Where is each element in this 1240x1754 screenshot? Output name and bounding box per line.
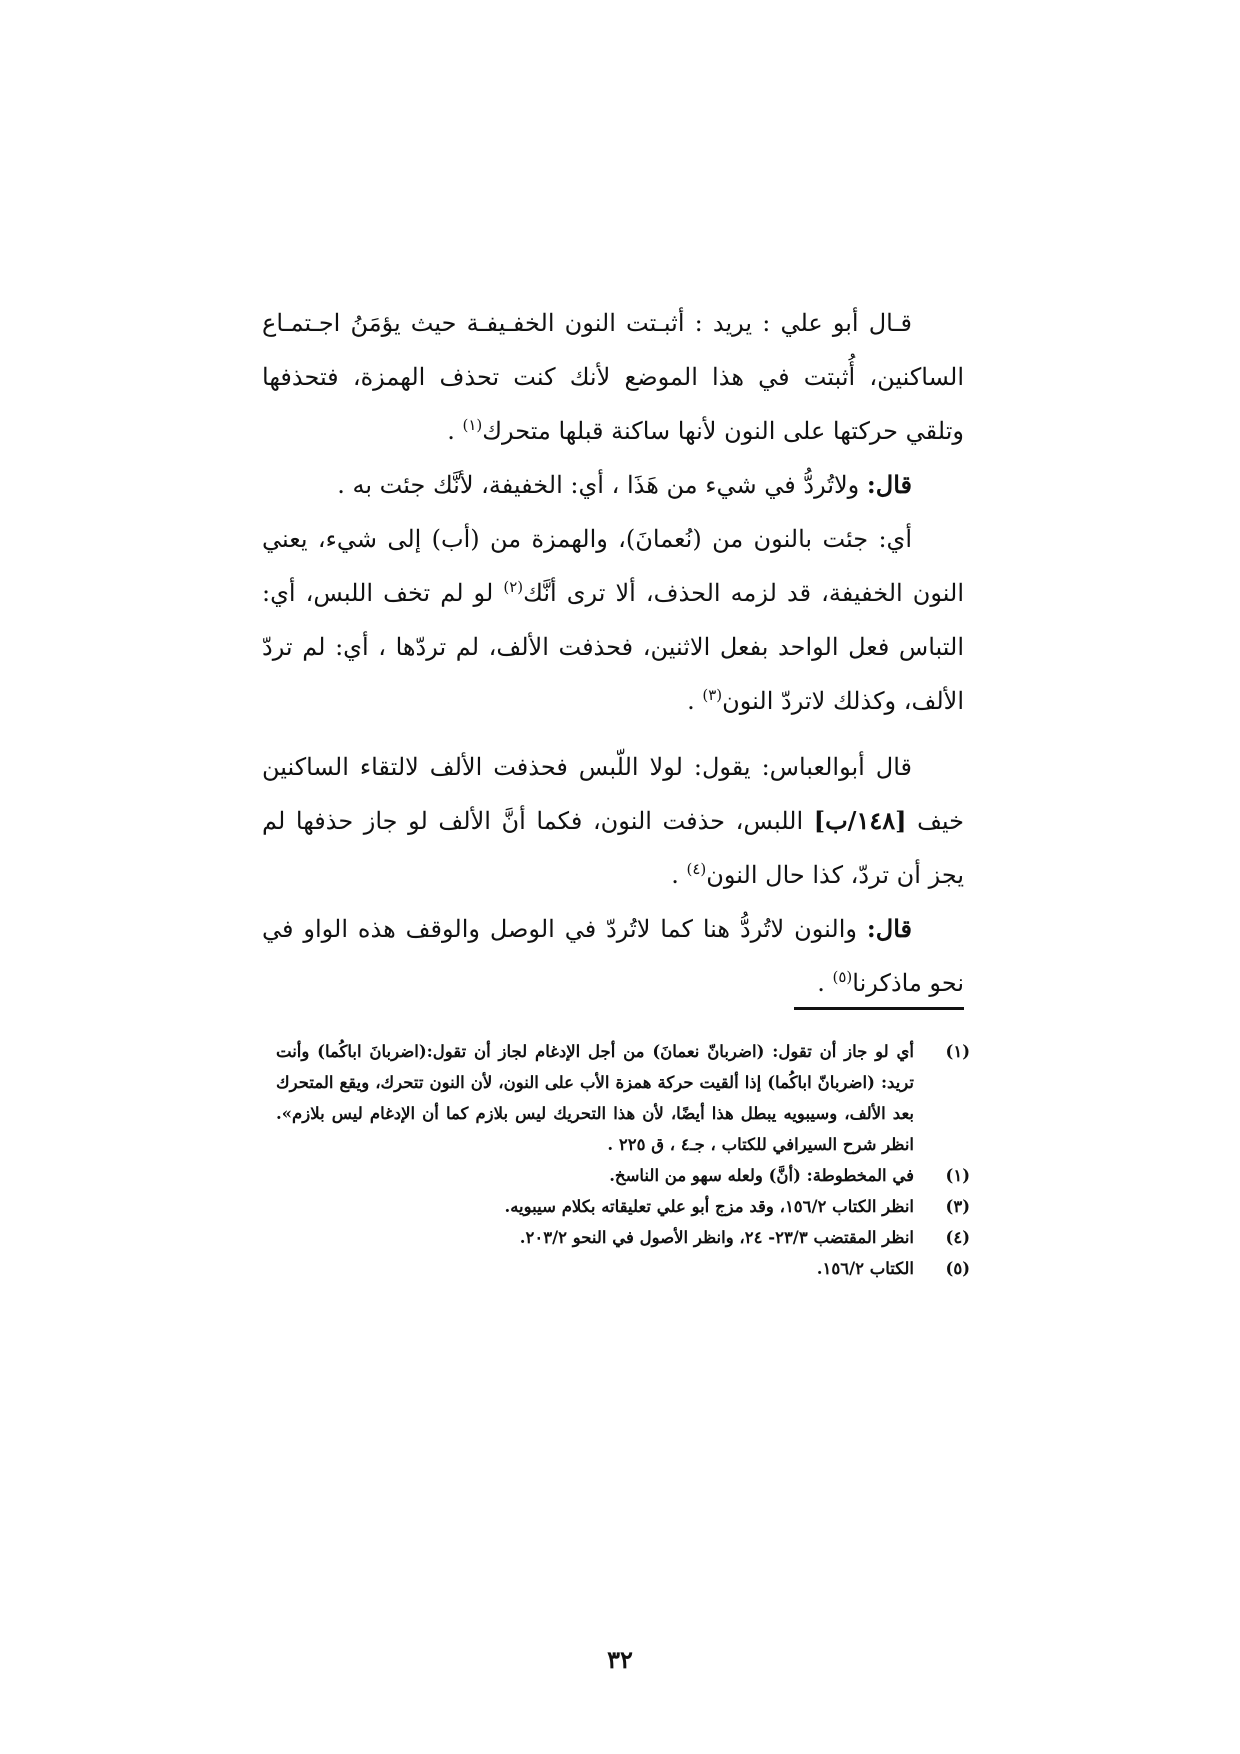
- footnote-ref-5[interactable]: (٥): [832, 968, 853, 986]
- main-text: [262, 296, 964, 1010]
- paragraph-text: .: [687, 687, 703, 715]
- paragraph-text: .: [817, 969, 833, 997]
- paragraph-text: والنون لاتُردُّ هنا كما لاتُردّ في الوصل والوقف هذه الواو في نحو ماذكرنا: [262, 915, 964, 997]
- footnote-item: [276, 1222, 970, 1253]
- footnote-number: (١): [945, 1042, 970, 1061]
- paragraph-5: [262, 902, 964, 1010]
- footnote-item: [276, 1036, 970, 1160]
- paragraph-4: [262, 740, 964, 902]
- paragraph-text: .: [447, 417, 463, 445]
- footnote-ref-3[interactable]: (٣): [702, 686, 723, 704]
- paragraph-text: قال أبوالعباس: يقول: لولا اللّبس فحذفت الألف لالتقاء الساكنين خيف: [262, 753, 964, 835]
- folio-marker: [١٤٨/ب]: [813, 806, 907, 835]
- footnote-text: أي لو جاز أن تقول: (اضربانّ نعمانَ) من أجل الإدغام لجاز أن تقول:(اضربانَ اباكُما) وأنت تريد: (اضربانّ اباكُما) إذا ألقيت حركة همزة الأب على النون، لأن النون تتحرك، ويقع المتحرك بعد الألف، وسيبويه يبطل هذا أيضًا، لأن هذا التحريك ليس بلازم كما أن الإدغام ليس بلازم». انظر شرح السيرافي للكتاب ، جـ٤ ، ق ٢٢٥ .: [276, 1042, 914, 1154]
- footnote-ref-2[interactable]: (٢): [503, 578, 524, 596]
- paragraph-text: قـال أبو علي : يريد : أثبـتت النون الخفـيفـة حيث يؤمَنُ اجـتمـاع الساكنين، أُثبتت في هذا الموضع لأنك كنت تحذف الهمزة، فتحذفها وتلقي حركتها على النون لأنها ساكنة قبلها متحرك: [262, 309, 964, 445]
- footnote-text: في المخطوطة: (أنَّ) ولعله سهو من الناسخ.: [609, 1166, 914, 1185]
- footnote-text: انظر المقتضب ٢٣/٣- ٢٤، وانظر الأصول في النحو ٢٠٣/٢.: [519, 1228, 914, 1247]
- footnote-number: (٥): [945, 1259, 970, 1278]
- footnote-ref-4[interactable]: (٤): [686, 860, 707, 878]
- paragraph-text: .: [671, 861, 687, 889]
- footnote-ref-1[interactable]: (١): [462, 416, 483, 434]
- footnote-number: (٣): [945, 1197, 970, 1216]
- footnote-text: الكتاب ١٥٦/٢.: [816, 1259, 914, 1278]
- qala-keyword: قال:: [866, 470, 912, 499]
- page-number: ٣٢: [607, 1645, 633, 1674]
- footnote-item: [276, 1160, 970, 1191]
- footnotes-list: [276, 1036, 970, 1284]
- paragraph-1: [262, 296, 964, 458]
- footnote-number: (١): [945, 1166, 970, 1185]
- footnote-separator: [794, 1007, 964, 1010]
- footnote-item: [276, 1191, 970, 1222]
- paragraph-text: أي: جئت بالنون من (نُعمانَ)، والهمزة من (أب) إلى شيء، يعني النون الخفيفة، قد لزمه الحذف، ألا ترى أنَّك: [262, 525, 964, 607]
- paragraph-2: [262, 458, 964, 512]
- paragraph-text: لو لم تخف اللبس، أي: التباس فعل الواحد بفعل الاثنين، فحذفت الألف، لم تردّها ، أي: لم تردّ الألف، وكذلك لاتردّ النون: [262, 579, 964, 715]
- footnote-text: انظر الكتاب ١٥٦/٢، وقد مزج أبو علي تعليقاته بكلام سيبويه.: [504, 1197, 914, 1216]
- paragraph-text: اللبس، حذفت النون، فكما أنَّ الألف لو جاز حذفها لم يجز أن تردّ، كذا حال النون: [262, 807, 964, 889]
- footnote-item: [276, 1253, 970, 1284]
- qala-keyword: قال:: [866, 914, 912, 943]
- paragraph-text: ولاتُردُّ في شيء من هَذَا ، أي: الخفيفة، لأنَّك جئت به .: [337, 471, 867, 499]
- paragraph-3: [262, 512, 964, 728]
- footnote-number: (٤): [945, 1228, 970, 1247]
